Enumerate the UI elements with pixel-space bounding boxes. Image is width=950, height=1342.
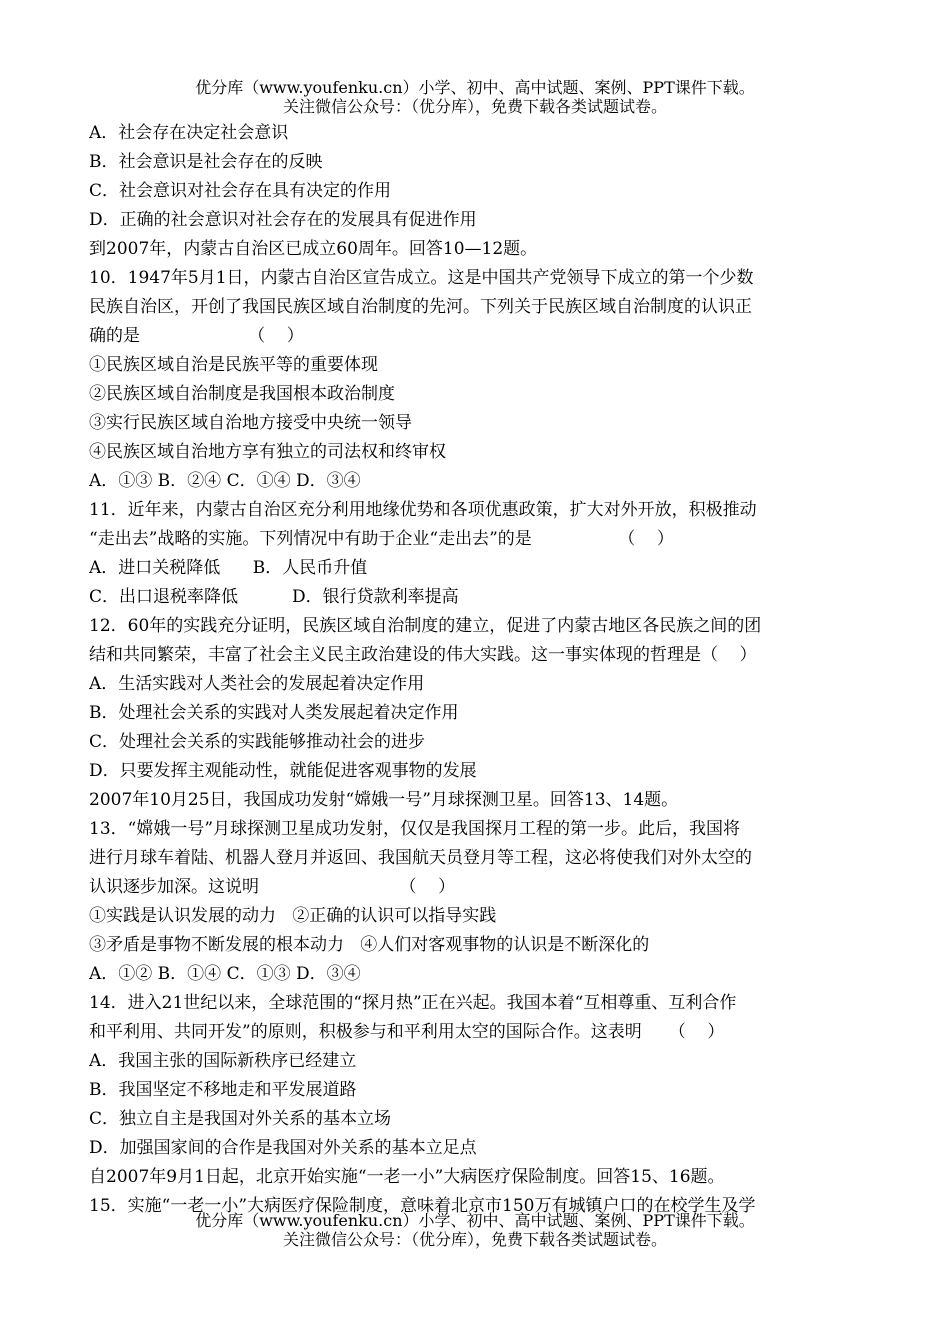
question-14-line-1: 14．进入21世纪以来，全球范围的“探月热”正在兴起。我国本着“互相尊重、互利合作 [89, 993, 737, 1013]
question-13-statements-12: ①实践是认识发展的动力 ②正确的认识可以指导实践 [89, 906, 497, 926]
question-15-line-1: 15．实施“一老一小”大病医疗保险制度，意味着北京市150万有城镇户口的在校学生及学 [89, 1196, 756, 1216]
question-13-options: A．①② B．①④ C．①③ D．③④ [89, 964, 361, 984]
question-12-option-b: B．处理社会关系的实践对人类发展起着决定作用 [89, 703, 459, 723]
question-14-option-c: C．独立自主是我国对外关系的基本立场 [89, 1109, 392, 1129]
option-c: C．社会意识对社会存在具有决定的作用 [89, 181, 392, 201]
question-14-option-b: B．我国坚定不移地走和平发展道路 [89, 1080, 357, 1100]
option-b: B．社会意识是社会存在的反映 [89, 152, 323, 172]
question-10-line-1: 10．1947年5月1日，内蒙古自治区宣告成立。这是中国共产党领导下成立的第一个少数 [89, 268, 754, 288]
question-11-options-cd: C．出口退税率降低 D．银行贷款利率提高 [89, 587, 459, 607]
question-11-line-1: 11．近年来，内蒙古自治区充分利用地缘优势和各项优惠政策，扩大对外开放，积极推动 [89, 500, 757, 520]
question-13-statements-34: ③矛盾是事物不断发展的根本动力 ④人们对客观事物的认识是不断深化的 [89, 935, 650, 955]
question-11-line-2: “走出去”战略的实施。下列情况中有助于企业“走出去”的是 （ ） [89, 529, 674, 549]
question-10-line-2: 民族自治区，开创了我国民族区域自治制度的先河。下列关于民族区域自治制度的认识正 [89, 297, 752, 317]
document-body [89, 119, 869, 1221]
statement-3: ③实行民族区域自治地方接受中央统一领导 [89, 413, 412, 433]
question-13-line-2: 进行月球车着陆、机器人登月并返回、我国航天员登月等工程，这必将使我们对外太空的 [89, 848, 752, 868]
question-12-line-2: 结和共同繁荣，丰富了社会主义民主政治建设的伟大实践。这一事实体现的哲理是（ ） [89, 645, 757, 665]
question-12-option-d: D．只要发挥主观能动性，就能促进客观事物的发展 [89, 761, 477, 781]
question-10-options: A．①③ B．②④ C．①④ D．③④ [89, 471, 361, 491]
question-14-option-d: D．加强国家间的合作是我国对外关系的基本立足点 [89, 1138, 477, 1158]
section-intro-10-12: 到2007年，内蒙古自治区已成立60周年。回答10—12题。 [89, 239, 538, 259]
page-header-line-1: 优分库（www.youfenku.cn）小学、初中、高中试题、案例、PPT课件下载。 [195, 78, 755, 97]
page-footer-line-2: 关注微信公众号：（优分库），免费下载各类试题试卷。 [282, 1230, 667, 1249]
question-12-option-c: C．处理社会关系的实践能够推动社会的进步 [89, 732, 426, 752]
question-10-line-3: 确的是 （ ） [89, 326, 304, 346]
question-11-options-ab: A．进口关税降低 B．人民币升值 [89, 558, 368, 578]
question-14-option-a: A．我国主张的国际新秩序已经建立 [89, 1051, 357, 1071]
page-footer-line-1: 优分库（www.youfenku.cn）小学、初中、高中试题、案例、PPT课件下载。 [195, 1211, 755, 1230]
question-12-line-1: 12．60年的实践充分证明，民族区域自治制度的建立，促进了内蒙古地区各民族之间的团 [89, 616, 762, 636]
statement-1: ①民族区域自治是民族平等的重要体现 [89, 355, 378, 375]
statement-4: ④民族区域自治地方享有独立的司法权和终审权 [89, 442, 446, 462]
section-intro-15-16: 自2007年9月1日起，北京开始实施“一老一小”大病医疗保险制度。回答15、16题。 [89, 1167, 725, 1187]
option-d: D．正确的社会意识对社会存在的发展具有促进作用 [89, 210, 477, 230]
statement-2: ②民族区域自治制度是我国根本政治制度 [89, 384, 395, 404]
question-14-line-2: 和平利用、共同开发”的原则，积极参与和平利用太空的国际合作。这表明 （ ） [89, 1022, 725, 1042]
question-13-line-3: 认识逐步加深。这说明 （ ） [89, 877, 456, 897]
option-a: A．社会存在决定社会意识 [89, 123, 289, 143]
section-intro-13-14: 2007年10月25日，我国成功发射“嫦娥一号”月球探测卫星。回答13、14题。 [89, 790, 679, 810]
question-12-option-a: A．生活实践对人类社会的发展起着决定作用 [89, 674, 425, 694]
page-header-line-2: 关注微信公众号：（优分库），免费下载各类试题试卷。 [282, 97, 667, 116]
question-13-line-1: 13．“嫦娥一号”月球探测卫星成功发射，仅仅是我国探月工程的第一步。此后，我国将 [89, 819, 741, 839]
